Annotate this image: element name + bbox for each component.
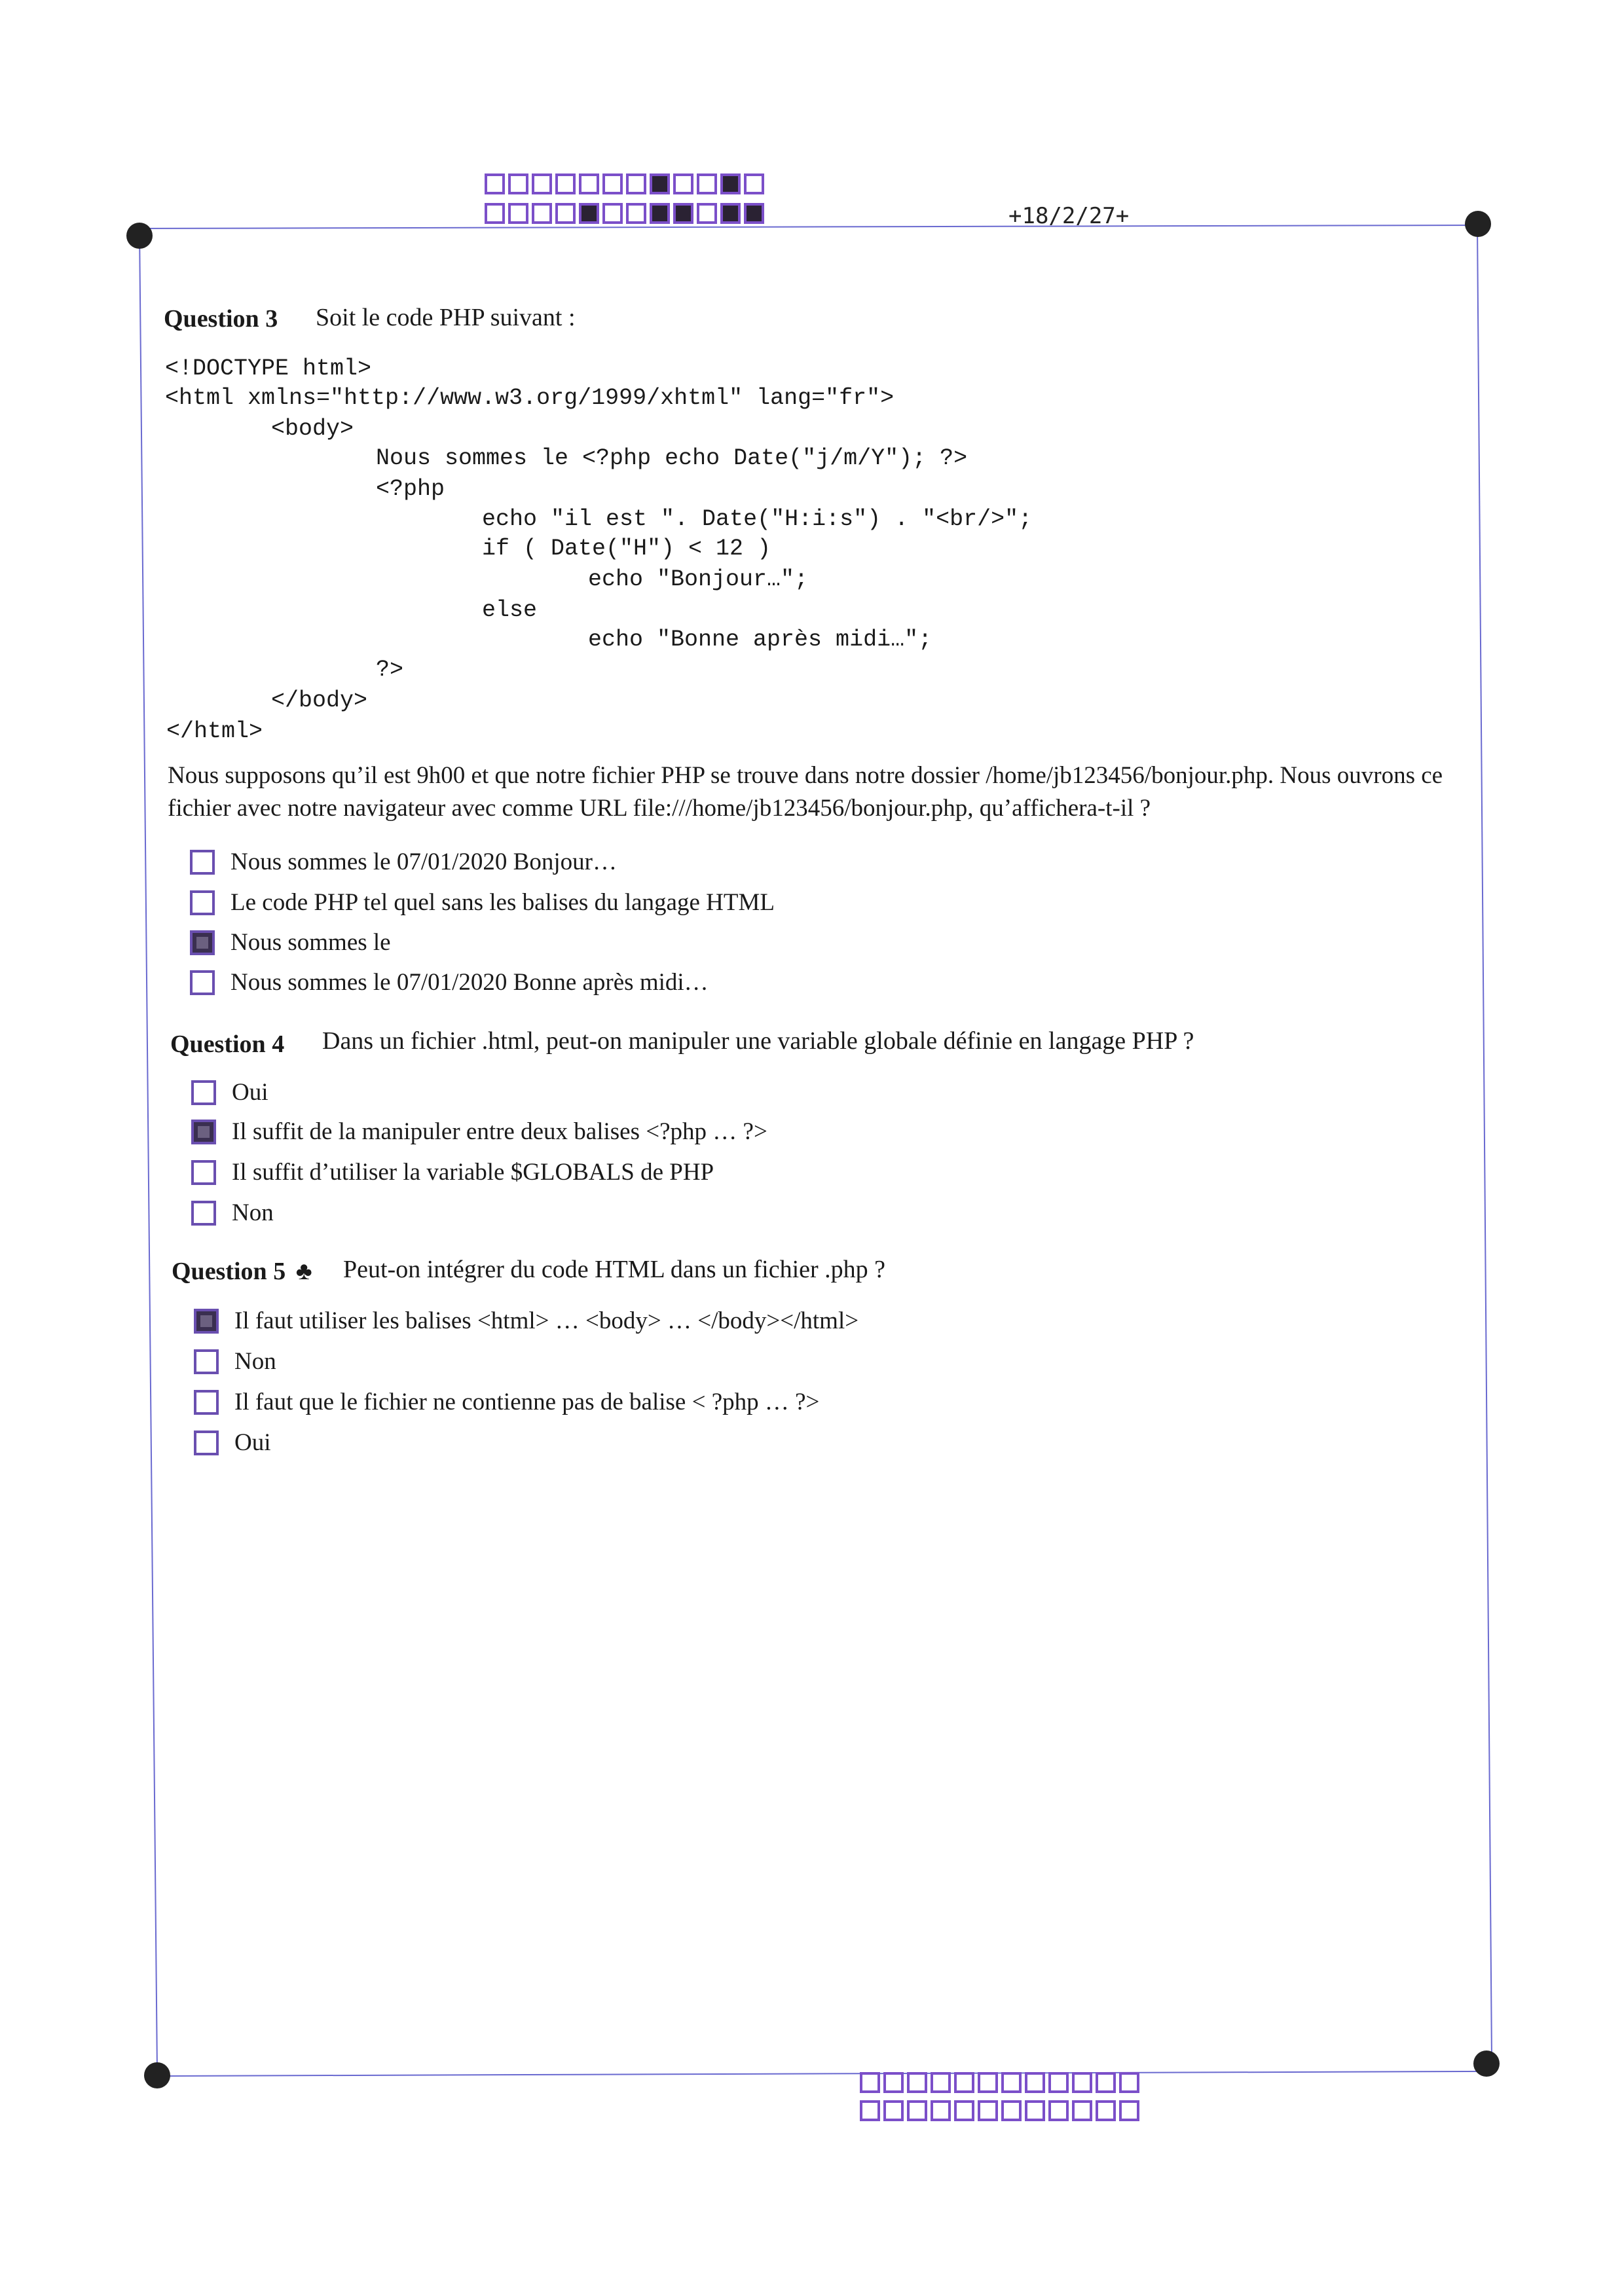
id-code-cell <box>1096 2100 1116 2121</box>
id-code-cell <box>697 173 717 194</box>
code-line: echo "Bonjour…"; <box>588 566 809 592</box>
code-line: echo "il est ". Date("H:i:s") . "<br/>"; <box>482 506 1033 532</box>
id-code-cell <box>602 173 623 194</box>
id-code-cell <box>673 203 693 224</box>
q5-checkbox-2[interactable] <box>194 1349 219 1374</box>
code-line: <html xmlns="http://www.w3.org/1999/xhtml" lang="fr"> <box>165 385 895 411</box>
q5-answer-3-label: Il faut que le fichier ne contienne pas de balise < ?php … ?> <box>234 1389 820 1415</box>
q4-checkbox-2[interactable] <box>191 1120 216 1144</box>
id-code-cell <box>978 2100 998 2121</box>
id-code-cell <box>626 173 646 194</box>
q3-answer-3[interactable] <box>190 928 391 957</box>
q4-answer-1[interactable] <box>191 1078 268 1106</box>
id-code-cell <box>954 2072 974 2093</box>
code-line: </html> <box>166 718 263 744</box>
code-line: <?php <box>376 476 445 502</box>
q3-checkbox-2[interactable] <box>190 890 215 915</box>
q3-checkbox-3[interactable] <box>190 930 215 955</box>
id-code-row-1 <box>485 173 767 194</box>
id-code-cell <box>1048 2072 1069 2093</box>
code-line: Nous sommes le <?php echo Date("j/m/Y"); ?> <box>376 445 968 471</box>
id-code-cell <box>697 203 717 224</box>
code-line: <!DOCTYPE html> <box>165 355 372 382</box>
q5-checkbox-4[interactable] <box>194 1430 219 1455</box>
code-line: echo "Bonne après midi…"; <box>588 627 932 653</box>
code-line: ?> <box>376 657 404 683</box>
id-code-cell <box>508 173 528 194</box>
q4-answer-2[interactable] <box>191 1118 767 1146</box>
id-code-cell <box>1072 2072 1092 2093</box>
question-3-title: Question 3 <box>164 305 278 333</box>
frame-bottom-line <box>157 2071 1492 2077</box>
id-code-cell <box>1025 2072 1045 2093</box>
code-line: if ( Date("H") < 12 ) <box>482 536 771 562</box>
q4-answer-3[interactable] <box>191 1158 714 1186</box>
id-code-cell <box>883 2100 904 2121</box>
id-code-cell <box>1001 2100 1022 2121</box>
q3-answer-1[interactable] <box>190 848 617 876</box>
corner-dot-top-right <box>1465 211 1491 237</box>
q3-answer-4-label: Nous sommes le 07/01/2020 Bonne après midi… <box>231 969 709 996</box>
id-code-cell <box>532 203 552 224</box>
q5-answer-2-label: Non <box>234 1348 276 1375</box>
id-code-cell <box>860 2072 880 2093</box>
id-code-cell <box>579 203 599 224</box>
corner-dot-bottom-left <box>144 2062 170 2088</box>
question-4-text: Dans un fichier .html, peut-on manipuler une variable globale définie en langage PHP ? <box>322 1027 1194 1055</box>
id-code-cell <box>1119 2100 1139 2121</box>
id-code-cell <box>555 173 576 194</box>
footer-code-row-1 <box>860 2072 1143 2093</box>
id-code-cell <box>978 2072 998 2093</box>
q5-answer-1-label: Il faut utiliser les balises <html> … <body> … </body></html> <box>234 1307 859 1334</box>
id-code-cell <box>1096 2072 1116 2093</box>
question-3-text: Soit le code PHP suivant : <box>316 304 576 331</box>
id-code-cell <box>907 2072 927 2093</box>
frame-top-line <box>139 225 1477 229</box>
q3-checkbox-4[interactable] <box>190 970 215 995</box>
code-line: <body> <box>271 416 354 442</box>
id-code-cell <box>1001 2072 1022 2093</box>
q4-checkbox-4[interactable] <box>191 1201 216 1226</box>
q5-answer-1[interactable] <box>194 1307 858 1335</box>
question-5-text: Peut-on intégrer du code HTML dans un fichier .php ? <box>343 1256 886 1283</box>
question-3-paragraph: Nous supposons qu’il est 9h00 et que notre fichier PHP se trouve dans notre dossier /home/jb123456/bonjour.php. Nous ouvrons ce fichier avec notre navigateur avec comme URL file:///home/jb123456/bonjour.php, qu’affichera-t-il ? <box>168 762 1443 822</box>
q3-answer-2[interactable] <box>190 888 775 917</box>
id-code-cell <box>579 173 599 194</box>
club-icon: ♣ <box>295 1258 312 1285</box>
id-code-cell <box>485 203 505 224</box>
id-code-cell <box>1119 2072 1139 2093</box>
q4-checkbox-1[interactable] <box>191 1080 216 1105</box>
id-code-cell <box>1048 2100 1069 2121</box>
q5-checkbox-3[interactable] <box>194 1390 219 1415</box>
code-line: else <box>482 597 538 623</box>
q5-checkbox-1[interactable] <box>194 1309 219 1334</box>
q4-checkbox-3[interactable] <box>191 1160 216 1185</box>
frame-left-line <box>139 229 158 2075</box>
id-code-cell <box>602 203 623 224</box>
id-code-cell <box>508 203 528 224</box>
q5-answer-4[interactable] <box>194 1429 271 1457</box>
id-code-cell <box>883 2072 904 2093</box>
q4-answer-1-label: Oui <box>232 1079 268 1106</box>
frame-right-line <box>1477 226 1492 2072</box>
footer-code-row-2 <box>860 2100 1143 2121</box>
q3-answer-2-label: Le code PHP tel quel sans les balises du langage HTML <box>231 889 775 916</box>
id-code-cell <box>485 173 505 194</box>
page-id: +18/2/27+ <box>1008 203 1130 229</box>
id-code-cell <box>931 2072 951 2093</box>
id-code-cell <box>1025 2100 1045 2121</box>
question-5-title <box>172 1257 312 1286</box>
id-code-cell <box>744 173 764 194</box>
id-code-cell <box>907 2100 927 2121</box>
q5-answer-3[interactable] <box>194 1388 819 1416</box>
q4-answer-4-label: Non <box>232 1199 274 1226</box>
id-code-cell <box>954 2100 974 2121</box>
id-code-cell <box>650 173 670 194</box>
q4-answer-4[interactable] <box>191 1199 274 1227</box>
q3-answer-1-label: Nous sommes le 07/01/2020 Bonjour… <box>231 848 617 875</box>
code-line: </body> <box>271 687 368 714</box>
q3-checkbox-1[interactable] <box>190 850 215 875</box>
q3-answer-3-label: Nous sommes le <box>231 929 391 956</box>
id-code-cell <box>1072 2100 1092 2121</box>
q5-answer-2[interactable] <box>194 1347 276 1376</box>
q3-answer-4[interactable] <box>190 968 709 996</box>
id-code-cell <box>673 173 693 194</box>
id-code-cell <box>650 203 670 224</box>
question-5-title-text: Question 5 <box>172 1258 286 1285</box>
id-code-cell <box>720 173 741 194</box>
id-code-cell <box>720 203 741 224</box>
q5-answer-4-label: Oui <box>234 1429 271 1456</box>
id-code-cell <box>931 2100 951 2121</box>
id-code-cell <box>860 2100 880 2121</box>
id-code-cell <box>532 173 552 194</box>
q4-answer-2-label: Il suffit de la manipuler entre deux balises <?php … ?> <box>232 1118 767 1145</box>
id-code-cell <box>555 203 576 224</box>
q4-answer-3-label: Il suffit d’utiliser la variable $GLOBALS de PHP <box>232 1159 714 1186</box>
id-code-row-2 <box>485 203 767 224</box>
question-4-title: Question 4 <box>170 1030 285 1058</box>
corner-dot-bottom-right <box>1473 2050 1500 2077</box>
id-code-cell <box>626 203 646 224</box>
id-code-cell <box>744 203 764 224</box>
corner-dot-top-left <box>126 223 153 249</box>
